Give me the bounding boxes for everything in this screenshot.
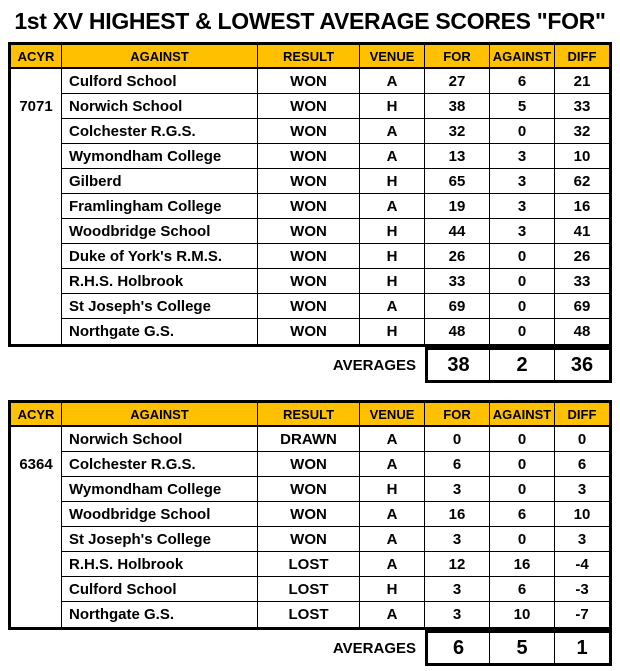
results-table <box>8 400 612 630</box>
for-cell: 0 <box>425 427 490 452</box>
against-cell: Northgate G.S. <box>62 319 258 344</box>
venue-cell: A <box>360 552 425 577</box>
against-cell: R.H.S. Holbrook <box>62 269 258 294</box>
diff-cell: 3 <box>555 477 609 502</box>
against-score-cell: 0 <box>490 427 555 452</box>
averages-label: AVERAGES <box>332 356 416 374</box>
result-cell: WON <box>258 527 360 552</box>
result-cell: WON <box>258 194 360 219</box>
against-score-cell: 0 <box>490 319 555 344</box>
against-score-cell: 0 <box>490 452 555 477</box>
venue-cell: H <box>360 94 425 119</box>
avg-diff: 36 <box>570 353 594 376</box>
averages-row <box>8 347 612 383</box>
against-score-cell: 0 <box>490 119 555 144</box>
diff-cell: 21 <box>555 69 609 94</box>
averages-box <box>425 347 612 383</box>
result-cell: LOST <box>258 602 360 627</box>
against-cell: St Joseph's College <box>62 527 258 552</box>
for-cell: 3 <box>425 477 490 502</box>
diff-cell: 16 <box>555 194 609 219</box>
for-cell: 27 <box>425 69 490 94</box>
diff-cell: 6 <box>555 452 609 477</box>
result-cell: WON <box>258 119 360 144</box>
averages-row <box>8 630 612 666</box>
avg-against: 2 <box>490 350 555 380</box>
header-cell-result: RESULT <box>258 403 360 427</box>
diff-cell: 69 <box>555 294 609 319</box>
diff-cell: 33 <box>555 94 609 119</box>
result-cell: WON <box>258 294 360 319</box>
venue-cell: A <box>360 119 425 144</box>
against-score-cell: 0 <box>490 527 555 552</box>
diff-cell: 10 <box>555 502 609 527</box>
spacer <box>8 666 612 671</box>
against-cell: Woodbridge School <box>62 219 258 244</box>
diff-cell: 41 <box>555 219 609 244</box>
against-cell: R.H.S. Holbrook <box>62 552 258 577</box>
venue-cell: A <box>360 294 425 319</box>
result-cell: WON <box>258 502 360 527</box>
venue-cell: A <box>360 602 425 627</box>
against-cell: Gilberd <box>62 169 258 194</box>
against-cell: Culford School <box>62 69 258 94</box>
against-cell: Norwich School <box>62 94 258 119</box>
venue-cell: H <box>360 319 425 344</box>
header-cell-against-score: AGAINST <box>490 45 555 69</box>
venue-cell: A <box>360 69 425 94</box>
for-cell: 69 <box>425 294 490 319</box>
avg-diff: 1 <box>576 636 588 659</box>
diff-cell: 3 <box>555 527 609 552</box>
diff-cell: 32 <box>555 119 609 144</box>
result-cell: WON <box>258 69 360 94</box>
for-cell: 16 <box>425 502 490 527</box>
result-cell: WON <box>258 219 360 244</box>
venue-cell: A <box>360 527 425 552</box>
for-cell: 12 <box>425 552 490 577</box>
result-cell: WON <box>258 94 360 119</box>
venue-cell: A <box>360 427 425 452</box>
header-cell-acyr: ACYR <box>11 403 62 427</box>
venue-cell: A <box>360 144 425 169</box>
venue-cell: H <box>360 477 425 502</box>
header-cell-venue: VENUE <box>360 403 425 427</box>
for-cell: 13 <box>425 144 490 169</box>
diff-cell: 26 <box>555 244 609 269</box>
for-cell: 38 <box>425 94 490 119</box>
for-cell: 48 <box>425 319 490 344</box>
against-score-cell: 10 <box>490 602 555 627</box>
against-score-cell: 0 <box>490 244 555 269</box>
result-cell: LOST <box>258 577 360 602</box>
header-cell-result: RESULT <box>258 45 360 69</box>
against-cell: Woodbridge School <box>62 502 258 527</box>
score-table-block-7071 <box>8 42 612 400</box>
against-score-cell: 3 <box>490 194 555 219</box>
avg-for: 6 <box>428 633 490 663</box>
against-cell: St Joseph's College <box>62 294 258 319</box>
against-score-cell: 6 <box>490 502 555 527</box>
score-table-block-6364 <box>8 400 612 671</box>
header-cell-for: FOR <box>425 45 490 69</box>
result-cell: DRAWN <box>258 427 360 452</box>
against-score-cell: 16 <box>490 552 555 577</box>
for-cell: 3 <box>425 527 490 552</box>
diff-cell: 10 <box>555 144 609 169</box>
for-cell: 3 <box>425 602 490 627</box>
acyr-cell: 6364 <box>11 427 62 627</box>
page-title: 1st XV HIGHEST & LOWEST AVERAGE SCORES "FOR" <box>14 7 606 34</box>
against-score-cell: 0 <box>490 269 555 294</box>
against-cell: Framlingham College <box>62 194 258 219</box>
venue-cell: A <box>360 502 425 527</box>
against-score-cell: 6 <box>490 69 555 94</box>
header-cell-against: AGAINST <box>62 45 258 69</box>
for-cell: 33 <box>425 269 490 294</box>
header-cell-diff: DIFF <box>555 45 609 69</box>
against-cell: Norwich School <box>62 427 258 452</box>
venue-cell: H <box>360 219 425 244</box>
for-cell: 32 <box>425 119 490 144</box>
venue-cell: A <box>360 452 425 477</box>
against-score-cell: 3 <box>490 144 555 169</box>
against-score-cell: 6 <box>490 577 555 602</box>
header-cell-venue: VENUE <box>360 45 425 69</box>
header-cell-acyr: ACYR <box>11 45 62 69</box>
against-score-cell: 0 <box>490 477 555 502</box>
result-cell: WON <box>258 169 360 194</box>
against-cell: Wymondham College <box>62 144 258 169</box>
result-cell: WON <box>258 452 360 477</box>
tables-container <box>0 42 620 671</box>
against-score-cell: 3 <box>490 169 555 194</box>
diff-cell: 0 <box>555 427 609 452</box>
header-cell-against: AGAINST <box>62 403 258 427</box>
diff-cell: 48 <box>573 323 591 340</box>
result-cell: WON <box>258 477 360 502</box>
result-cell: WON <box>258 144 360 169</box>
for-cell: 3 <box>425 577 490 602</box>
header-cell-against-score: AGAINST <box>490 403 555 427</box>
diff-cell: -3 <box>555 577 609 602</box>
for-cell: 44 <box>425 219 490 244</box>
against-cell: Wymondham College <box>62 477 258 502</box>
acyr-cell: 7071 <box>11 69 62 344</box>
against-cell: Colchester R.G.S. <box>62 452 258 477</box>
against-score-cell: 5 <box>490 94 555 119</box>
against-cell: Colchester R.G.S. <box>62 119 258 144</box>
diff-cell: -4 <box>555 552 609 577</box>
spacer <box>8 383 612 400</box>
diff-cell: 62 <box>555 169 609 194</box>
diff-cell: -7 <box>575 606 589 623</box>
for-cell: 65 <box>425 169 490 194</box>
result-cell: WON <box>258 269 360 294</box>
venue-cell: H <box>360 577 425 602</box>
against-cell: Culford School <box>62 577 258 602</box>
for-cell: 6 <box>425 452 490 477</box>
against-cell: Duke of York's R.M.S. <box>62 244 258 269</box>
venue-cell: H <box>360 169 425 194</box>
averages-box <box>425 630 612 666</box>
header-cell-for: FOR <box>425 403 490 427</box>
averages-label: AVERAGES <box>332 639 416 657</box>
for-cell: 19 <box>425 194 490 219</box>
result-cell: LOST <box>258 552 360 577</box>
venue-cell: H <box>360 269 425 294</box>
venue-cell: H <box>360 244 425 269</box>
venue-cell: A <box>360 194 425 219</box>
avg-against: 5 <box>490 633 555 663</box>
against-cell: Northgate G.S. <box>62 602 258 627</box>
avg-for: 38 <box>428 350 490 380</box>
result-cell: WON <box>258 244 360 269</box>
header-cell-diff: DIFF <box>555 403 609 427</box>
for-cell: 26 <box>425 244 490 269</box>
against-score-cell: 0 <box>490 294 555 319</box>
results-table <box>8 42 612 347</box>
diff-cell: 33 <box>555 269 609 294</box>
against-score-cell: 3 <box>490 219 555 244</box>
result-cell: WON <box>258 319 360 344</box>
